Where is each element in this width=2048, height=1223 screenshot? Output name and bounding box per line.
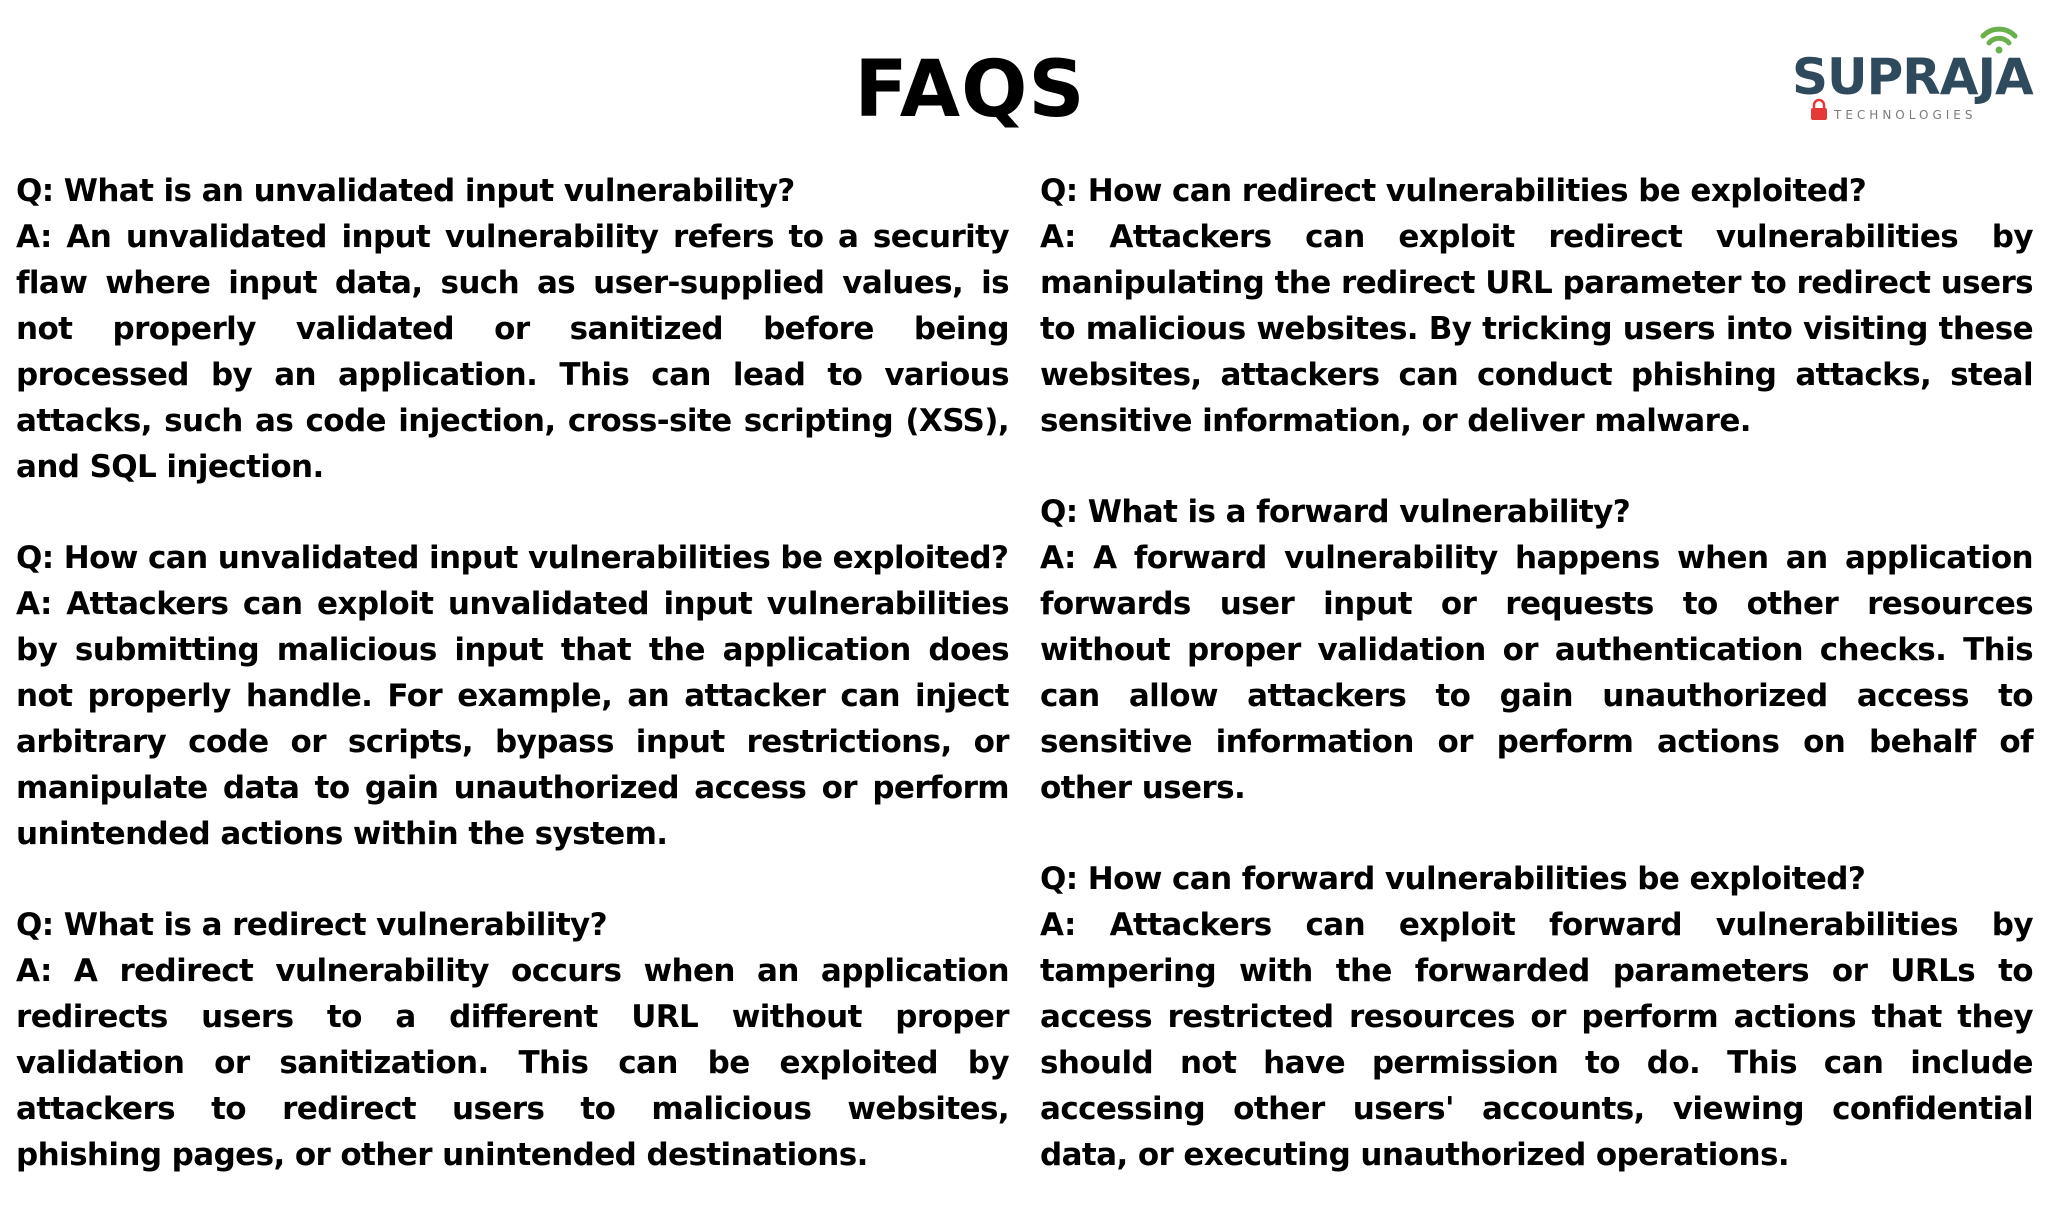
faq-question: Q: How can forward vulnerabilities be exploited? — [1040, 861, 1866, 897]
faq-item — [16, 535, 1009, 857]
logo-brand-text: SUPRAJA — [1792, 48, 2033, 106]
logo-tagline-text: TECHNOLOGIES — [1834, 108, 1977, 122]
faq-answer: A: An unvalidated input vulnerability refers to a security flaw where input data, such as user-supplied values, is not properly validated or sanitized before being processed by an application. This can lead to various attacks, such as code injection, cross-site scripting (XSS), and SQL injection. — [16, 219, 1009, 485]
faq-item — [16, 168, 1009, 490]
faq-answer: A: A forward vulnerability happens when an application forwards user input or requests to other resources without proper validation or authentication checks. This can allow attackers to gain unauthorized access to sensitive information or perform actions on behalf of other users. — [1040, 540, 2033, 806]
faq-item — [1040, 489, 2033, 811]
faq-question: Q: What is a redirect vulnerability? — [16, 907, 608, 943]
faq-question: Q: How can unvalidated input vulnerabilities be exploited? — [16, 540, 1009, 576]
faq-column-right — [1040, 168, 2033, 1223]
faq-column-left — [16, 168, 1009, 1223]
faq-item — [16, 902, 1009, 1178]
faq-answer: A: Attackers can exploit unvalidated input vulnerabilities by submitting malicious input that the application does not properly handle. For example, an attacker can inject arbitrary code or scripts, bypass input restrictions, or manipulate data to gain unauthorized access or perform unintended actions within the system. — [16, 586, 1009, 852]
faq-item — [1040, 856, 2033, 1178]
faq-question: Q: What is a forward vulnerability? — [1040, 494, 1631, 530]
supraja-logo — [1788, 16, 2038, 126]
faq-answer: A: A redirect vulnerability occurs when an application redirects users to a different URL without proper validation or sanitization. This can be exploited by attackers to redirect users to malicious websites, phishing pages, or other unintended destinations. — [16, 953, 1009, 1173]
faq-item — [1040, 168, 2033, 444]
faq-question: Q: What is an unvalidated input vulnerability? — [16, 173, 795, 209]
page-title: FAQS — [854, 45, 1086, 135]
logo-graphic — [1788, 16, 2038, 126]
faq-answer: A: Attackers can exploit forward vulnerabilities by tampering with the forwarded parameters or URLs to access restricted resources or perform actions that they should not have permission to do. This can include accessing other users' accounts, viewing confidential data, or executing unauthorized operations. — [1040, 907, 2033, 1173]
faq-answer: A: Attackers can exploit redirect vulnerabilities by manipulating the redirect URL parameter to redirect users to malicious websites. By tricking users into visiting these websites, attackers can conduct phishing attacks, steal sensitive information, or deliver malware. — [1040, 219, 2033, 439]
faq-question: Q: How can redirect vulnerabilities be exploited? — [1040, 173, 1867, 209]
